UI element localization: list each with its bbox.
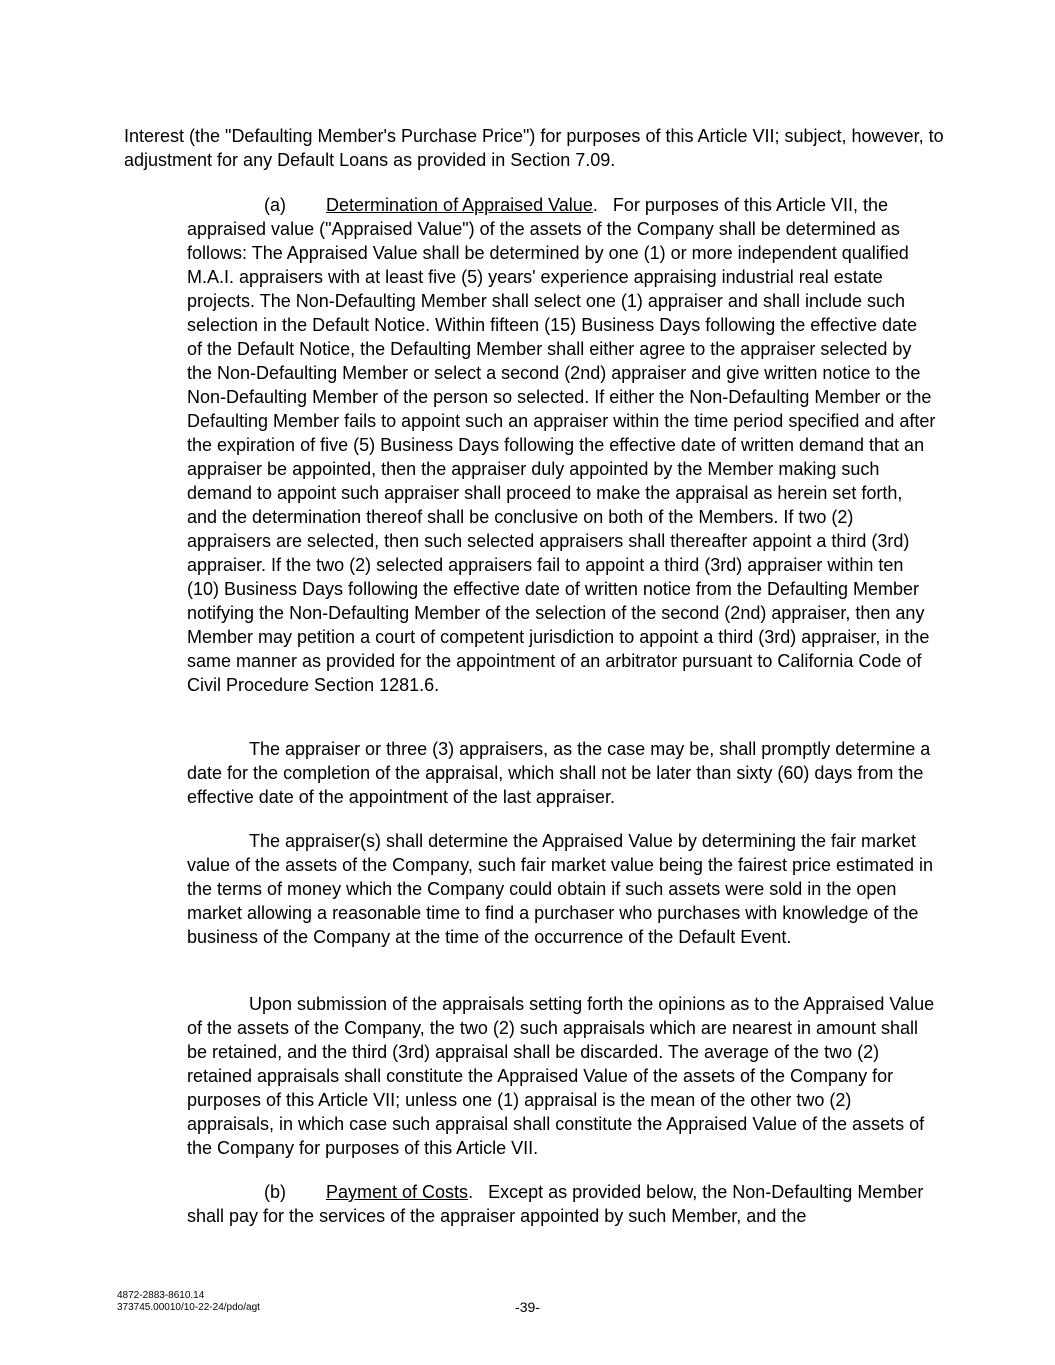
section-b-heading-punct: . [468, 1182, 474, 1202]
lead-paragraph: Interest (the "Defaulting Member's Purchase Price") for purposes of this Article VII; subject, however, to adjustment for any Default Loans as provided in Section 7.09. [124, 126, 944, 170]
section-b-label: (b) [264, 1182, 286, 1202]
section-a-body: For purposes of this Article VII, the appraised value ("Appraised Value") of the assets of the Company shall be determined as follows: The Appraised Value shall be determined by one (1) or more independent qualified M.A.I. appraisers with at least five (5) years' experience appraising industrial real estate projects. The Non-Defaulting Member shall select one (1) appraiser and shall include such selection in the Default Notice. Within fifteen (15) Business Days following the effective date of the Default Notice, the Defaulting Member shall either agree to the appraiser selected by the Non-Defaulting Member or select a second (2nd) appraiser and give written notice to the Non-Defaulting Member of the person so selected. If either the Non-Defaulting Member or the Defaulting Member fails to appoint such an appraiser within the time period specified and after the expiration of five (5) Business Days following the effective date of written demand that an appraiser be appointed, then the appraiser duly appointed by the Member making such demand to appoint such appraiser shall proceed to make the appraisal as herein set forth, and the determination thereof shall be conclusive on both of the Members. If two (2) appraisers are selected, then such selected appraisers shall thereafter appoint a third (3rd) appraiser. If the two (2) selected appraisers fail to appoint a third (3rd) appraiser within ten (10) Business Days following the effective date of written notice from the Defaulting Member notifying the Non-Defaulting Member of the selection of the second (2nd) appraiser, then any Member may petition a court of competent jurisdiction to appoint a third (3rd) appraiser, in the same manner as provided for the appointment of an arbitrator pursuant to California Code of Civil Procedure Section 1281.6. [187, 195, 936, 695]
section-a-paragraph [187, 193, 937, 697]
section-b-heading: Payment of Costs [326, 1182, 469, 1202]
section-b-paragraph [187, 1180, 937, 1228]
section-a-heading: Determination of Appraised Value [326, 195, 593, 215]
paragraph-fair-market-value: The appraiser(s) shall determine the Appraised Value by determining the fair market value of the assets of the Company, such fair market value being the fairest price estimated in the terms of money which the Company could obtain if such assets were sold in the open market allowing a reasonable time to find a purchaser who purchases with knowledge of the business of the Company at the time of the occurrence of the Default Event. [187, 831, 934, 947]
footer-doc-id-line2: 373745.00010/10-22-24/pdo/agt [117, 1302, 260, 1313]
paragraph-appraisal-date: The appraiser or three (3) appraisers, as the case may be, shall promptly determine a date for the completion of the appraisal, which shall not be later than sixty (60) days from the effective date of the appointment of the last appraiser. [187, 739, 931, 807]
section-a-label: (a) [264, 195, 286, 215]
page-number: -39- [515, 1299, 540, 1315]
section-a-heading-punct: . [592, 195, 598, 215]
paragraph-appraisal-average: Upon submission of the appraisals setting forth the opinions as to the Appraised Value of the assets of the Company, the two (2) such appraisals which are nearest in amount shall be retained, and the third (3rd) appraisal shall be discarded. The average of the two (2) retained appraisals shall constitute the Appraised Value of the assets of the Company for purposes of this Article VII; unless one (1) appraisal is the mean of the other two (2) appraisals, in which case such appraisal shall constitute the Appraised Value of the assets of the Company for purposes of this Article VII. [187, 994, 935, 1158]
section-b-body: Except as provided below, the Non-Defaulting Member shall pay for the services of the appraiser appointed by such Member, and the [187, 1182, 924, 1226]
footer-doc-id-line1: 4872-2883-8610.14 [117, 1290, 205, 1301]
